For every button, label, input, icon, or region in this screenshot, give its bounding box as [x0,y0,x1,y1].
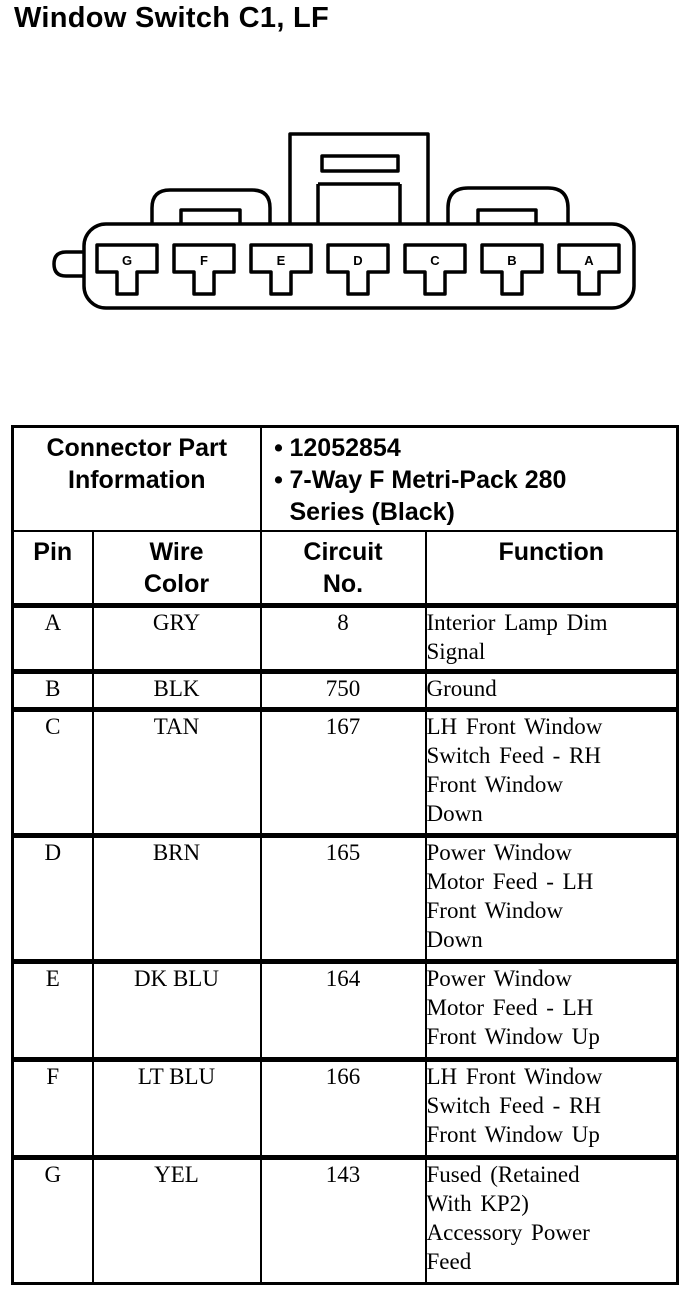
part-series: Series (Black) [289,498,455,526]
part-number-line [268,432,671,464]
function-line: With KP2) [426,1190,529,1216]
pin-cell: A [13,605,93,671]
pin-label: B [507,253,517,268]
function-line: LH Front Window [426,1063,603,1089]
table-row [13,671,678,709]
col-header-function [426,531,678,605]
pin-label: A [584,253,594,268]
circuit-cell: 167 [261,709,426,835]
wire-color-cell: BLK [93,671,261,709]
table-row [13,709,678,835]
pin-cell: F [13,1059,93,1157]
function-line: Motor Feed - LH [426,868,594,894]
col-header-wire-color [93,531,261,605]
part-info-header-line2: Information [68,466,206,494]
col-header-circuit [261,531,426,605]
part-description: 7-Way F Metri-Pack 280 [289,466,567,494]
function-cell [426,709,678,835]
pin-cell: B [13,671,93,709]
circuit-cell: 750 [261,671,426,709]
pin-label: E [276,253,286,268]
table-row [13,1059,678,1157]
circuit-cell: 164 [261,961,426,1059]
connector-diagram [0,0,688,330]
circuit-cell: 143 [261,1157,426,1283]
bullet-icon: • [274,434,283,462]
function-cell [426,1059,678,1157]
table-row [13,961,678,1059]
col-header-function-label: Function [498,538,605,566]
function-line: Front Window Up [426,1121,600,1147]
col-header-pin-label: Pin [33,538,73,566]
function-line: Power Window [426,965,572,991]
col-header-wire-label2: Color [143,570,210,598]
pin-cell: C [13,709,93,835]
page-title: Window Switch C1, LF [14,2,330,34]
part-description-line2 [268,496,671,528]
function-line: Feed [426,1248,472,1274]
wire-color-cell: YEL [93,1157,261,1283]
connector-key [54,252,84,276]
wire-color-cell: BRN [93,835,261,961]
bullet-icon: • [274,466,283,494]
function-line: Signal [426,638,486,664]
function-line: Switch Feed - RH [426,1092,601,1118]
part-info-header-line1: Connector Part [46,434,228,462]
pin-cell: D [13,835,93,961]
function-line: Front Window [426,897,563,923]
function-cell [426,605,678,671]
connector-latch-window [322,156,398,171]
part-number: 12052854 [289,434,401,462]
function-cell [426,1157,678,1283]
table-row [13,835,678,961]
col-header-wire-label1: Wire [149,538,204,566]
circuit-cell: 8 [261,605,426,671]
function-line: Down [426,800,483,826]
function-line: Accessory Power [426,1219,590,1245]
col-header-pin [13,531,93,605]
wire-color-cell: LT BLU [93,1059,261,1157]
part-info-header [13,427,261,532]
wire-color-cell: DK BLU [93,961,261,1059]
function-line: LH Front Window [426,713,603,739]
col-header-circuit-label2: No. [322,570,364,598]
function-line: Switch Feed - RH [426,742,601,768]
pin-cell: G [13,1157,93,1283]
pin-label: D [353,253,363,268]
function-line: Down [426,926,483,952]
table-row [13,605,678,671]
function-line: Ground [426,675,497,701]
function-line: Power Window [426,839,572,865]
part-description-line [268,464,671,496]
column-header-row [13,531,678,605]
pin-label: F [200,253,208,268]
pin-label: G [121,253,133,268]
connector-left-tab [152,190,270,224]
function-cell [426,671,678,709]
function-line: Interior Lamp Dim [426,609,608,635]
part-info-row [13,427,678,532]
circuit-cell: 166 [261,1059,426,1157]
connector-latch-housing [290,134,428,224]
function-line: Front Window Up [426,1023,600,1049]
function-line: Front Window [426,771,563,797]
connector-right-tab [448,188,568,224]
part-info-details [261,427,678,532]
function-line: Fused (Retained [426,1161,580,1187]
function-cell [426,961,678,1059]
pin-label: C [430,253,440,268]
connector-table [11,425,679,1285]
pin-cell: E [13,961,93,1059]
function-line: Motor Feed - LH [426,994,594,1020]
table-row [13,1157,678,1283]
wire-color-cell: TAN [93,709,261,835]
col-header-circuit-label1: Circuit [303,538,383,566]
function-cell [426,835,678,961]
wire-color-cell: GRY [93,605,261,671]
circuit-cell: 165 [261,835,426,961]
